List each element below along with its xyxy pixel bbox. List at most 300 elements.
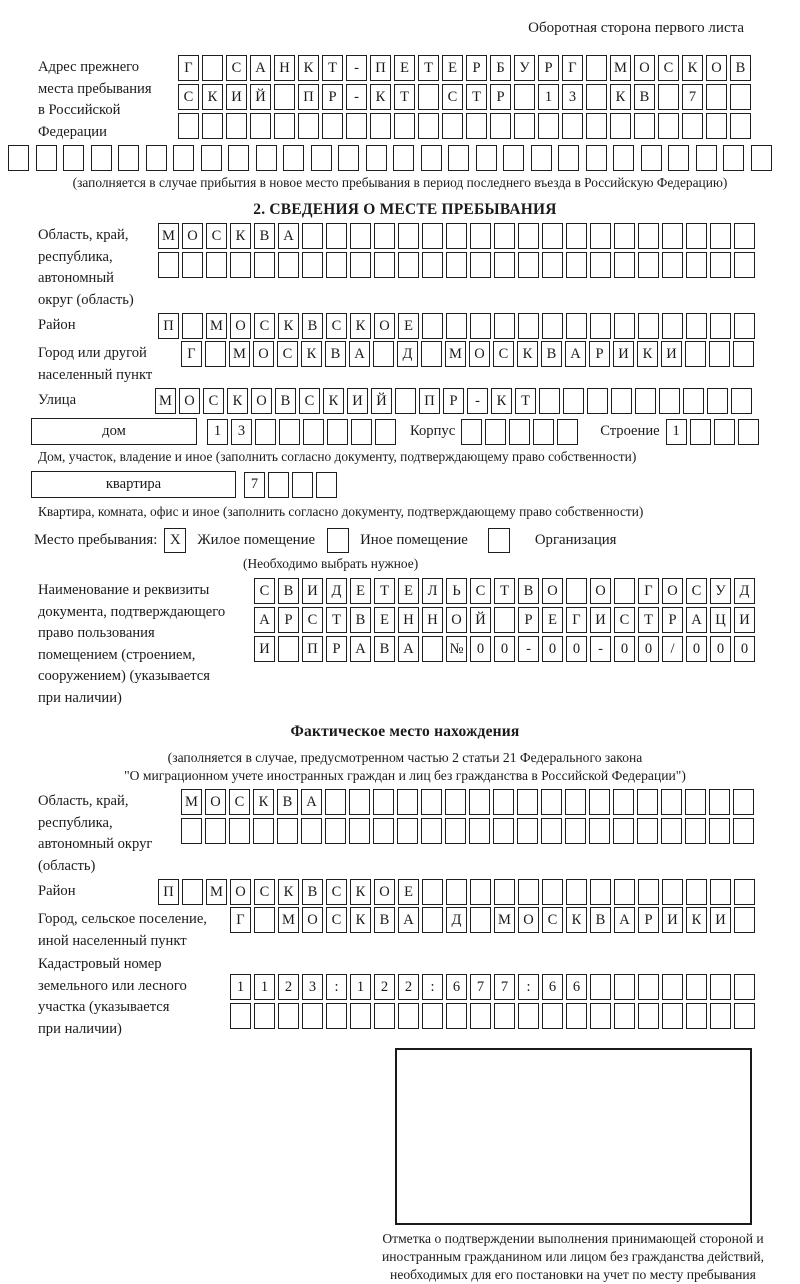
char-box[interactable] (173, 145, 194, 171)
char-box[interactable]: А (250, 55, 271, 81)
char-box[interactable] (610, 113, 631, 139)
char-box[interactable] (202, 113, 223, 139)
char-box[interactable] (662, 223, 683, 249)
char-box[interactable]: И (613, 341, 634, 367)
char-box[interactable]: А (398, 907, 419, 933)
char-box[interactable]: Е (350, 578, 371, 604)
char-box[interactable] (589, 789, 610, 815)
char-box[interactable]: М (155, 388, 176, 414)
char-box[interactable] (723, 145, 744, 171)
char-box[interactable]: Р (518, 607, 539, 633)
char-box[interactable]: С (326, 907, 347, 933)
char-box[interactable] (590, 223, 611, 249)
char-box[interactable] (494, 607, 515, 633)
char-box[interactable] (707, 388, 728, 414)
char-box[interactable]: 6 (566, 974, 587, 1000)
char-box[interactable] (493, 818, 514, 844)
char-box[interactable] (662, 974, 683, 1000)
char-box[interactable]: Р (589, 341, 610, 367)
char-box[interactable] (445, 818, 466, 844)
char-box[interactable]: Й (470, 607, 491, 633)
char-box[interactable] (202, 55, 223, 81)
char-box[interactable] (470, 223, 491, 249)
char-box[interactable]: / (662, 636, 683, 662)
char-box[interactable]: 0 (542, 636, 563, 662)
char-box[interactable] (710, 879, 731, 905)
char-box[interactable]: У (514, 55, 535, 81)
char-box[interactable]: 1 (538, 84, 559, 110)
char-box[interactable]: В (374, 907, 395, 933)
char-box[interactable]: А (278, 223, 299, 249)
char-box[interactable]: Т (394, 84, 415, 110)
char-box[interactable] (587, 388, 608, 414)
char-box[interactable] (298, 113, 319, 139)
char-box[interactable] (470, 313, 491, 339)
char-box[interactable]: С (493, 341, 514, 367)
char-box[interactable] (374, 252, 395, 278)
char-box[interactable] (614, 1003, 635, 1029)
char-box[interactable]: В (350, 607, 371, 633)
char-box[interactable]: К (278, 313, 299, 339)
char-box[interactable]: : (326, 974, 347, 1000)
char-box[interactable] (445, 789, 466, 815)
char-box[interactable] (303, 419, 324, 445)
char-box[interactable] (709, 341, 730, 367)
char-box[interactable]: Н (422, 607, 443, 633)
char-box[interactable]: С (229, 789, 250, 815)
char-box[interactable]: К (350, 907, 371, 933)
char-box[interactable] (461, 419, 482, 445)
char-box[interactable]: Т (515, 388, 536, 414)
char-box[interactable] (350, 1003, 371, 1029)
char-box[interactable]: 1 (254, 974, 275, 1000)
char-box[interactable]: О (253, 341, 274, 367)
char-box[interactable]: № (446, 636, 467, 662)
char-box[interactable] (421, 341, 442, 367)
char-box[interactable] (661, 818, 682, 844)
char-box[interactable]: 3 (562, 84, 583, 110)
char-box[interactable] (659, 388, 680, 414)
char-box[interactable] (614, 313, 635, 339)
char-box[interactable] (226, 113, 247, 139)
char-box[interactable] (316, 472, 337, 498)
char-box[interactable]: С (203, 388, 224, 414)
char-box[interactable] (539, 388, 560, 414)
char-box[interactable] (558, 145, 579, 171)
char-box[interactable] (158, 252, 179, 278)
char-box[interactable] (230, 252, 251, 278)
char-box[interactable]: С (254, 879, 275, 905)
char-box[interactable]: С (326, 313, 347, 339)
char-box[interactable]: С (206, 223, 227, 249)
char-box[interactable]: : (422, 974, 443, 1000)
char-box[interactable] (470, 1003, 491, 1029)
char-box[interactable] (638, 223, 659, 249)
char-box[interactable] (589, 818, 610, 844)
char-box[interactable] (476, 145, 497, 171)
char-box[interactable] (205, 818, 226, 844)
char-box[interactable]: - (590, 636, 611, 662)
char-box[interactable] (518, 1003, 539, 1029)
char-box[interactable] (541, 789, 562, 815)
char-box[interactable]: О (662, 578, 683, 604)
char-box[interactable] (706, 113, 727, 139)
char-box[interactable] (662, 1003, 683, 1029)
char-box[interactable]: В (374, 636, 395, 662)
char-box[interactable] (302, 252, 323, 278)
char-box[interactable] (494, 879, 515, 905)
char-box[interactable] (733, 341, 754, 367)
char-box[interactable]: Д (734, 578, 755, 604)
char-box[interactable] (421, 145, 442, 171)
char-box[interactable]: О (302, 907, 323, 933)
char-box[interactable]: Е (542, 607, 563, 633)
char-box[interactable] (662, 252, 683, 278)
char-box[interactable]: В (275, 388, 296, 414)
char-box[interactable]: Е (398, 879, 419, 905)
char-box[interactable]: Е (398, 313, 419, 339)
char-box[interactable] (613, 789, 634, 815)
char-box[interactable] (638, 974, 659, 1000)
char-box[interactable] (421, 789, 442, 815)
char-box[interactable]: К (278, 879, 299, 905)
char-box[interactable]: О (374, 313, 395, 339)
char-box[interactable]: С (178, 84, 199, 110)
char-box[interactable] (118, 145, 139, 171)
char-box[interactable] (422, 907, 443, 933)
char-box[interactable]: 0 (686, 636, 707, 662)
char-box[interactable] (182, 879, 203, 905)
char-box[interactable]: К (227, 388, 248, 414)
char-box[interactable] (637, 818, 658, 844)
char-box[interactable]: А (349, 341, 370, 367)
char-box[interactable] (91, 145, 112, 171)
char-box[interactable]: С (226, 55, 247, 81)
char-box[interactable] (418, 113, 439, 139)
char-box[interactable] (422, 252, 443, 278)
char-box[interactable] (517, 789, 538, 815)
char-box[interactable]: : (518, 974, 539, 1000)
char-box[interactable]: Н (398, 607, 419, 633)
char-box[interactable] (710, 223, 731, 249)
char-box[interactable] (734, 879, 755, 905)
checkbox-residential[interactable]: X (164, 528, 186, 553)
char-box[interactable]: С (542, 907, 563, 933)
char-box[interactable] (686, 252, 707, 278)
char-box[interactable]: О (230, 879, 251, 905)
char-box[interactable] (751, 145, 772, 171)
char-box[interactable]: Р (638, 907, 659, 933)
char-box[interactable] (565, 818, 586, 844)
char-box[interactable] (637, 789, 658, 815)
char-box[interactable]: В (254, 223, 275, 249)
char-box[interactable]: О (179, 388, 200, 414)
char-box[interactable]: П (302, 636, 323, 662)
char-box[interactable]: В (302, 313, 323, 339)
char-box[interactable]: Г (181, 341, 202, 367)
char-box[interactable]: В (325, 341, 346, 367)
char-box[interactable]: М (494, 907, 515, 933)
char-box[interactable] (283, 145, 304, 171)
char-box[interactable] (418, 84, 439, 110)
char-box[interactable]: А (301, 789, 322, 815)
char-box[interactable]: М (181, 789, 202, 815)
char-box[interactable] (668, 145, 689, 171)
char-box[interactable]: О (374, 879, 395, 905)
char-box[interactable] (398, 223, 419, 249)
char-box[interactable] (351, 419, 372, 445)
char-box[interactable] (277, 818, 298, 844)
char-box[interactable]: В (590, 907, 611, 933)
char-box[interactable]: 0 (734, 636, 755, 662)
char-box[interactable]: Б (490, 55, 511, 81)
char-box[interactable]: М (278, 907, 299, 933)
char-box[interactable]: О (706, 55, 727, 81)
char-box[interactable] (253, 818, 274, 844)
char-box[interactable]: М (610, 55, 631, 81)
char-box[interactable]: В (277, 789, 298, 815)
char-box[interactable]: Ц (710, 607, 731, 633)
char-box[interactable]: А (565, 341, 586, 367)
char-box[interactable] (686, 313, 707, 339)
char-box[interactable] (613, 145, 634, 171)
char-box[interactable] (638, 252, 659, 278)
char-box[interactable] (709, 818, 730, 844)
char-box[interactable]: 7 (470, 974, 491, 1000)
char-box[interactable]: О (590, 578, 611, 604)
char-box[interactable]: С (326, 879, 347, 905)
char-box[interactable] (422, 879, 443, 905)
char-box[interactable] (326, 252, 347, 278)
char-box[interactable] (446, 313, 467, 339)
char-box[interactable]: Р (278, 607, 299, 633)
char-box[interactable] (734, 907, 755, 933)
char-box[interactable] (696, 145, 717, 171)
char-box[interactable] (641, 145, 662, 171)
char-box[interactable] (397, 789, 418, 815)
char-box[interactable] (541, 818, 562, 844)
char-box[interactable] (278, 1003, 299, 1029)
char-box[interactable]: С (470, 578, 491, 604)
char-box[interactable]: И (254, 636, 275, 662)
char-box[interactable] (446, 223, 467, 249)
char-box[interactable]: 0 (710, 636, 731, 662)
char-box[interactable] (490, 113, 511, 139)
char-box[interactable]: И (590, 607, 611, 633)
char-box[interactable] (658, 84, 679, 110)
char-box[interactable] (714, 419, 735, 445)
char-box[interactable]: К (491, 388, 512, 414)
char-box[interactable] (182, 313, 203, 339)
char-box[interactable]: - (467, 388, 488, 414)
char-box[interactable]: И (347, 388, 368, 414)
char-box[interactable] (279, 419, 300, 445)
char-box[interactable] (494, 252, 515, 278)
char-box[interactable] (635, 388, 656, 414)
char-box[interactable] (422, 1003, 443, 1029)
char-box[interactable]: 1 (666, 419, 687, 445)
char-box[interactable] (709, 789, 730, 815)
char-box[interactable] (470, 879, 491, 905)
char-box[interactable] (373, 341, 394, 367)
char-box[interactable]: Р (466, 55, 487, 81)
char-box[interactable]: Й (250, 84, 271, 110)
char-box[interactable] (734, 313, 755, 339)
char-box[interactable] (638, 313, 659, 339)
char-box[interactable]: Т (326, 607, 347, 633)
char-box[interactable]: О (518, 907, 539, 933)
char-box[interactable] (346, 113, 367, 139)
char-box[interactable] (373, 789, 394, 815)
char-box[interactable] (274, 113, 295, 139)
char-box[interactable]: Л (422, 578, 443, 604)
char-box[interactable]: Д (446, 907, 467, 933)
char-box[interactable] (662, 313, 683, 339)
char-box[interactable]: Г (230, 907, 251, 933)
char-box[interactable] (325, 818, 346, 844)
char-box[interactable] (710, 313, 731, 339)
char-box[interactable]: С (658, 55, 679, 81)
char-box[interactable] (562, 113, 583, 139)
char-box[interactable] (254, 1003, 275, 1029)
char-box[interactable]: Т (466, 84, 487, 110)
char-box[interactable] (302, 1003, 323, 1029)
char-box[interactable]: К (298, 55, 319, 81)
char-box[interactable] (250, 113, 271, 139)
char-box[interactable]: О (446, 607, 467, 633)
char-box[interactable] (731, 388, 752, 414)
char-box[interactable] (229, 818, 250, 844)
char-box[interactable] (349, 818, 370, 844)
char-box[interactable]: 2 (374, 974, 395, 1000)
char-box[interactable]: В (634, 84, 655, 110)
char-box[interactable]: Е (442, 55, 463, 81)
char-box[interactable] (322, 113, 343, 139)
char-box[interactable]: - (518, 636, 539, 662)
char-box[interactable] (278, 636, 299, 662)
char-box[interactable]: С (277, 341, 298, 367)
char-box[interactable] (734, 974, 755, 1000)
char-box[interactable]: Р (538, 55, 559, 81)
char-box[interactable] (638, 879, 659, 905)
char-box[interactable]: О (205, 789, 226, 815)
char-box[interactable]: И (662, 907, 683, 933)
char-box[interactable] (448, 145, 469, 171)
char-box[interactable]: А (398, 636, 419, 662)
char-box[interactable]: Р (662, 607, 683, 633)
char-box[interactable] (614, 879, 635, 905)
char-box[interactable]: К (370, 84, 391, 110)
char-box[interactable] (733, 818, 754, 844)
char-box[interactable] (422, 636, 443, 662)
char-box[interactable]: К (301, 341, 322, 367)
char-box[interactable]: А (254, 607, 275, 633)
char-box[interactable]: В (541, 341, 562, 367)
char-box[interactable]: Р (490, 84, 511, 110)
char-box[interactable] (206, 252, 227, 278)
char-box[interactable]: П (298, 84, 319, 110)
char-box[interactable]: Е (398, 578, 419, 604)
char-box[interactable] (638, 1003, 659, 1029)
char-box[interactable] (466, 113, 487, 139)
char-box[interactable] (366, 145, 387, 171)
char-box[interactable]: 0 (494, 636, 515, 662)
char-box[interactable] (710, 252, 731, 278)
char-box[interactable] (256, 145, 277, 171)
char-box[interactable]: О (251, 388, 272, 414)
char-box[interactable] (590, 1003, 611, 1029)
checkbox-other-premises[interactable] (327, 528, 349, 553)
char-box[interactable] (398, 252, 419, 278)
char-box[interactable] (292, 472, 313, 498)
char-box[interactable]: 0 (638, 636, 659, 662)
char-box[interactable] (542, 223, 563, 249)
char-box[interactable] (338, 145, 359, 171)
char-box[interactable] (542, 313, 563, 339)
char-box[interactable]: М (445, 341, 466, 367)
char-box[interactable]: П (158, 879, 179, 905)
char-box[interactable] (494, 223, 515, 249)
char-box[interactable] (683, 388, 704, 414)
char-box[interactable]: 7 (494, 974, 515, 1000)
char-box[interactable] (254, 907, 275, 933)
char-box[interactable]: П (158, 313, 179, 339)
char-box[interactable] (469, 818, 490, 844)
char-box[interactable] (397, 818, 418, 844)
char-box[interactable]: А (614, 907, 635, 933)
char-box[interactable] (533, 419, 554, 445)
char-box[interactable]: К (350, 879, 371, 905)
char-box[interactable] (268, 472, 289, 498)
char-box[interactable]: 2 (398, 974, 419, 1000)
char-box[interactable]: 6 (446, 974, 467, 1000)
char-box[interactable]: 0 (614, 636, 635, 662)
char-box[interactable] (563, 388, 584, 414)
char-box[interactable]: 2 (278, 974, 299, 1000)
char-box[interactable] (469, 789, 490, 815)
char-box[interactable]: Т (322, 55, 343, 81)
char-box[interactable]: Д (326, 578, 347, 604)
char-box[interactable] (398, 1003, 419, 1029)
char-box[interactable] (446, 252, 467, 278)
char-box[interactable] (734, 252, 755, 278)
char-box[interactable] (8, 145, 29, 171)
char-box[interactable] (733, 789, 754, 815)
char-box[interactable]: 1 (350, 974, 371, 1000)
char-box[interactable]: Т (418, 55, 439, 81)
char-box[interactable] (255, 419, 276, 445)
char-box[interactable]: 0 (566, 636, 587, 662)
char-box[interactable] (586, 84, 607, 110)
char-box[interactable] (531, 145, 552, 171)
char-box[interactable]: Т (638, 607, 659, 633)
char-box[interactable] (254, 252, 275, 278)
char-box[interactable] (503, 145, 524, 171)
char-box[interactable] (181, 818, 202, 844)
char-box[interactable]: О (182, 223, 203, 249)
char-box[interactable] (446, 1003, 467, 1029)
char-box[interactable]: И (302, 578, 323, 604)
char-box[interactable]: К (517, 341, 538, 367)
char-box[interactable] (182, 252, 203, 278)
char-box[interactable] (509, 419, 530, 445)
char-box[interactable]: 3 (231, 419, 252, 445)
char-box[interactable] (710, 974, 731, 1000)
char-box[interactable]: Д (397, 341, 418, 367)
char-box[interactable] (274, 84, 295, 110)
char-box[interactable] (738, 419, 759, 445)
char-box[interactable] (350, 223, 371, 249)
